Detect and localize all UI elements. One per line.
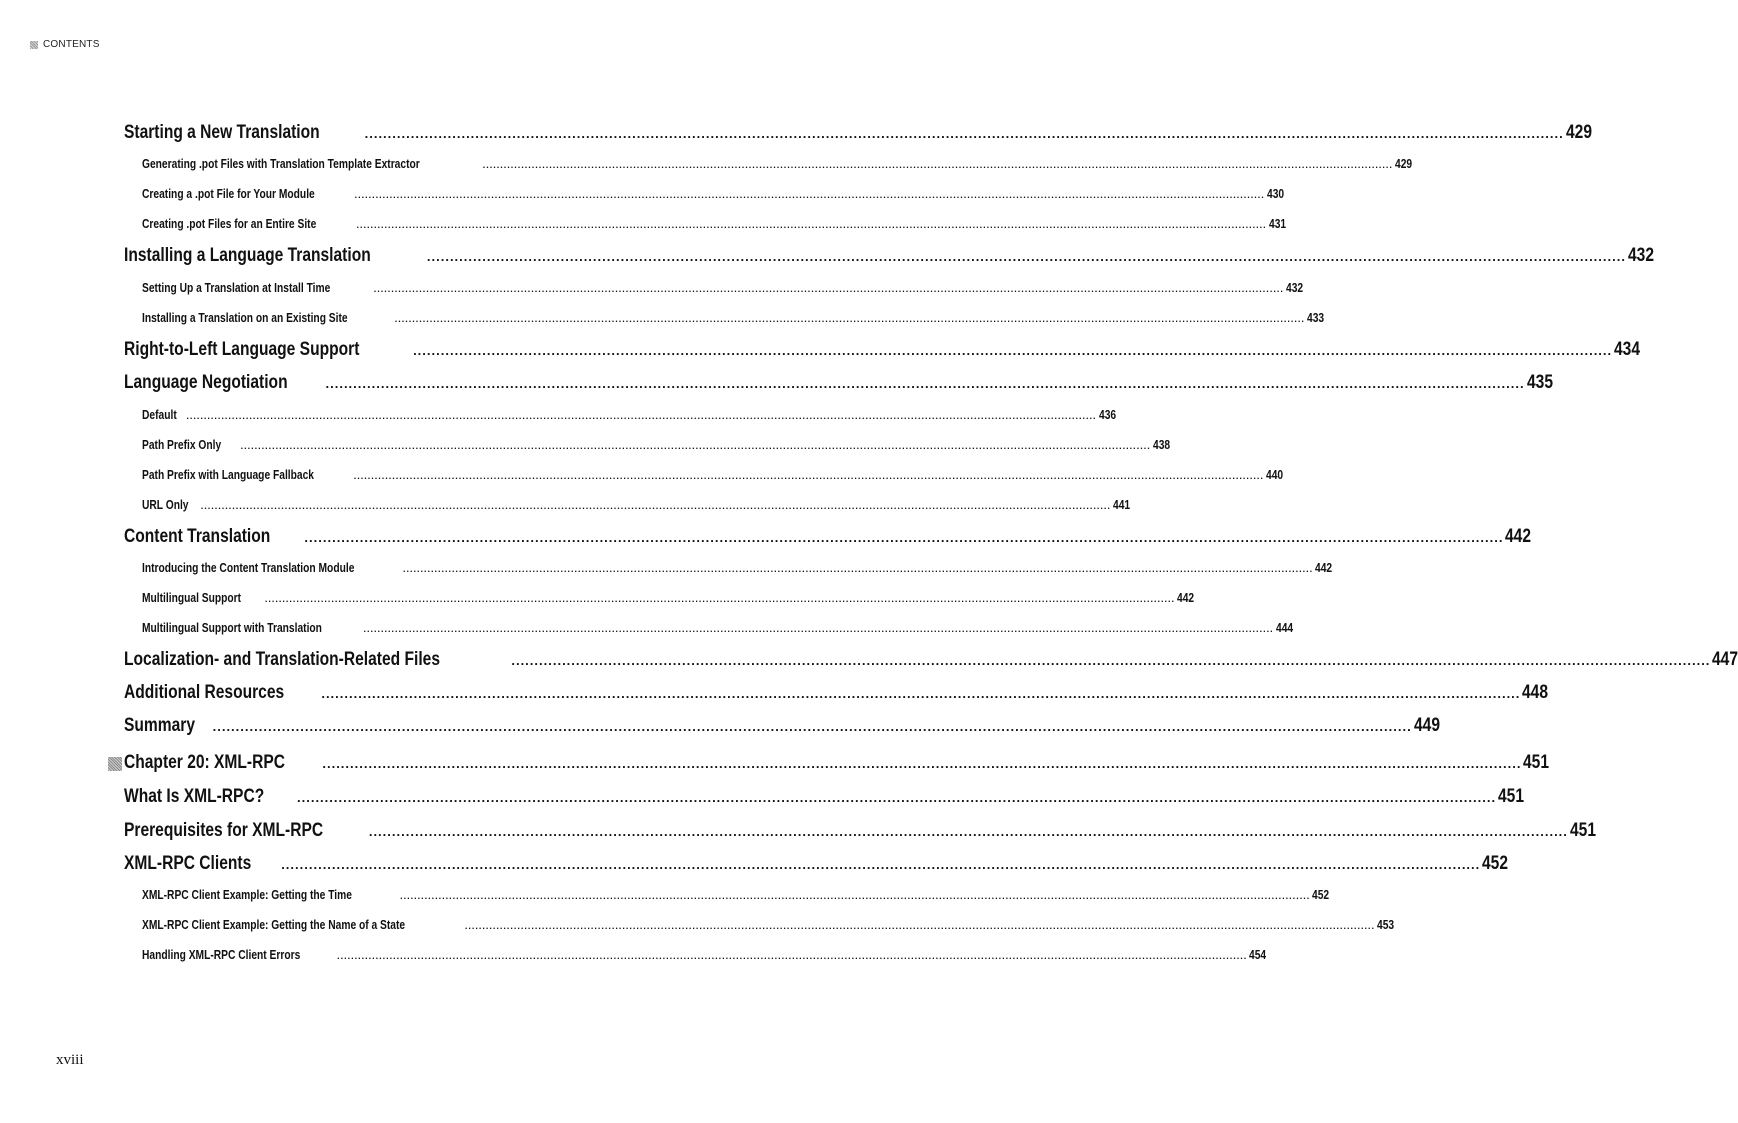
toc-entry-title: Path Prefix with Language Fallback	[142, 468, 315, 482]
toc-entry-handling-client-errors[interactable]: Handling XML-RPC Client Errors .................................................................................................................................................................................................................................................................... 454	[142, 948, 1267, 962]
toc-entry-page: 454	[1249, 948, 1267, 962]
toc-entry-path-prefix-only[interactable]: Path Prefix Only .................................................................................................................................................................................................................................................................... 438	[142, 438, 1170, 452]
toc-entry-title: Multilingual Support with Translation	[142, 621, 322, 635]
toc-entry-page: 453	[1377, 918, 1395, 932]
toc-entry-creating-pot-files-site[interactable]: Creating .pot Files for an Entire Site .................................................................................................................................................................................................................................................................... 431	[142, 217, 1286, 231]
toc-entry-title: Multilingual Support	[142, 591, 242, 605]
toc-entry-title: XML-RPC Client Example: Getting the Name of a State	[142, 918, 406, 932]
running-head-label: CONTENTS	[43, 39, 100, 50]
toc-entry-title: Creating a .pot File for Your Module	[142, 187, 315, 201]
toc-entry-page: 447	[1712, 649, 1738, 670]
toc-entry-page: 444	[1275, 621, 1293, 635]
toc-entry-title: Language Negotiation	[124, 372, 288, 393]
toc-entry-page: 451	[1569, 820, 1596, 841]
toc-entry-title: Path Prefix Only	[142, 438, 222, 452]
toc-entry-localization-files[interactable]: Localization- and Translation-Related Files .................................................................................................................................................................................................................................................................... 447	[124, 649, 1738, 670]
toc-entry-starting-new-translation[interactable]: Starting a New Translation .................................................................................................................................................................................................................................................................... 429	[124, 122, 1592, 143]
toc-entry-title: Handling XML-RPC Client Errors	[142, 948, 301, 962]
toc-entry-prerequisites-xml-rpc[interactable]: Prerequisites for XML-RPC .................................................................................................................................................................................................................................................................... 451	[124, 820, 1596, 841]
toc-entry-title: Installing a Language Translation	[124, 245, 371, 266]
toc-entry-page: 434	[1614, 339, 1641, 360]
toc-entry-page: 435	[1526, 372, 1553, 393]
toc-entry-page: 436	[1098, 408, 1116, 422]
toc-entry-title: Setting Up a Translation at Install Time	[142, 281, 331, 295]
toc-entry-page: 448	[1522, 682, 1549, 703]
running-head	[30, 39, 100, 50]
toc-entry-path-prefix-fallback[interactable]: Path Prefix with Language Fallback .................................................................................................................................................................................................................................................................... 440	[142, 468, 1284, 482]
toc-entry-title: Chapter 20: XML-RPC	[124, 752, 286, 773]
toc-entry-default[interactable]: Default .................................................................................................................................................................................................................................................................... 436	[142, 408, 1116, 422]
toc-entry-page: 452	[1482, 853, 1509, 874]
toc-entry-page: 432	[1627, 245, 1654, 266]
toc-entry-page: 452	[1312, 888, 1330, 902]
toc-entry-title: Content Translation	[124, 526, 271, 547]
toc-entry-title: Starting a New Translation	[124, 122, 320, 143]
toc-entry-client-example-state[interactable]: XML-RPC Client Example: Getting the Name of a State .................................................................................................................................................................................................................................................................... 453	[142, 918, 1395, 932]
toc-entry-multilingual-support-translation[interactable]: Multilingual Support with Translation .................................................................................................................................................................................................................................................................... 444	[142, 621, 1293, 635]
toc-entry-page: 442	[1315, 561, 1333, 575]
toc-entry-title: XML-RPC Client Example: Getting the Time	[142, 888, 352, 902]
toc-entry-title: Prerequisites for XML-RPC	[124, 820, 324, 841]
toc-entry-title: Introducing the Content Translation Module	[142, 561, 355, 575]
toc-entry-page: 433	[1306, 311, 1324, 325]
toc-entry-page: 432	[1285, 281, 1303, 295]
toc-entry-what-is-xml-rpc[interactable]: What Is XML-RPC? .................................................................................................................................................................................................................................................................... 451	[124, 786, 1525, 807]
page-number: xviii	[56, 1052, 84, 1068]
toc-entry-title: Default	[142, 408, 177, 422]
toc-entry-title: Additional Resources	[124, 682, 285, 703]
toc-entry-summary[interactable]: Summary .................................................................................................................................................................................................................................................................... 449	[124, 715, 1440, 736]
toc-entry-additional-resources[interactable]: Additional Resources .................................................................................................................................................................................................................................................................... 448	[124, 682, 1549, 703]
toc-entry-installing-language-translation[interactable]: Installing a Language Translation .................................................................................................................................................................................................................................................................... 432	[124, 245, 1654, 266]
toc-entry-page: 442	[1505, 526, 1532, 547]
toc-entry-page: 429	[1565, 122, 1592, 143]
toc-entry-page: 441	[1112, 498, 1130, 512]
toc-entry-page: 442	[1176, 591, 1195, 605]
toc-entry-title: Right-to-Left Language Support	[124, 339, 360, 360]
toc-entry-page: 429	[1394, 157, 1412, 171]
toc-entry-page: 431	[1268, 217, 1286, 231]
toc-entry-setting-up-translation[interactable]: Setting Up a Translation at Install Time .................................................................................................................................................................................................................................................................... 432	[142, 281, 1303, 295]
toc-entry-page: 451	[1498, 786, 1525, 807]
toc-entry-title: What Is XML-RPC?	[124, 786, 265, 807]
toc-entry-generating-pot-files[interactable]: Generating .pot Files with Translation Template Extractor .................................................................................................................................................................................................................................................................... 429	[142, 157, 1412, 171]
chapter-marker-icon	[108, 757, 122, 771]
toc-entry-page: 449	[1413, 715, 1440, 736]
toc-entry-title: URL Only	[142, 498, 189, 512]
toc-entry-rtl-language-support[interactable]: Right-to-Left Language Support .................................................................................................................................................................................................................................................................... 434	[124, 339, 1641, 360]
toc-entry-title: Localization- and Translation-Related Files	[124, 649, 440, 670]
toc-entry-xml-rpc-clients[interactable]: XML-RPC Clients .................................................................................................................................................................................................................................................................... 452	[124, 853, 1509, 874]
toc-entry-content-translation[interactable]: Content Translation .................................................................................................................................................................................................................................................................... 442	[124, 526, 1532, 547]
toc-entry-language-negotiation[interactable]: Language Negotiation .................................................................................................................................................................................................................................................................... 435	[124, 372, 1553, 393]
toc-entry-title: XML-RPC Clients	[124, 853, 252, 874]
toc-entry-page: 430	[1266, 187, 1284, 201]
toc-entry-creating-pot-file-module[interactable]: Creating a .pot File for Your Module .................................................................................................................................................................................................................................................................... 430	[142, 187, 1284, 201]
toc-entry-url-only[interactable]: URL Only .................................................................................................................................................................................................................................................................... 441	[142, 498, 1130, 512]
toc-entry-page: 440	[1265, 468, 1284, 482]
square-marker-icon	[30, 41, 38, 49]
toc-entry-title: Summary	[124, 715, 196, 736]
toc-entry-title: Creating .pot Files for an Entire Site	[142, 217, 317, 231]
toc-entry-multilingual-support[interactable]: Multilingual Support .................................................................................................................................................................................................................................................................... 442	[142, 591, 1195, 605]
toc-entry-page: 438	[1152, 438, 1170, 452]
toc-chapter-20-xml-rpc[interactable]: Chapter 20: XML-RPC .................................................................................................................................................................................................................................................................... 451	[108, 752, 739, 776]
toc-entry-introducing-content-translation-module[interactable]: Introducing the Content Translation Module .................................................................................................................................................................................................................................................................... 442	[142, 561, 1333, 575]
toc-entry-page: 451	[1523, 752, 1550, 773]
toc-entry-title: Installing a Translation on an Existing Site	[142, 311, 348, 325]
toc-entry-title: Generating .pot Files with Translation Template Extractor	[142, 157, 420, 171]
toc-entry-installing-translation-existing-site[interactable]: Installing a Translation on an Existing Site .................................................................................................................................................................................................................................................................... 433	[142, 311, 1324, 325]
toc-entry-client-example-time[interactable]: XML-RPC Client Example: Getting the Time .................................................................................................................................................................................................................................................................... 452	[142, 888, 1330, 902]
